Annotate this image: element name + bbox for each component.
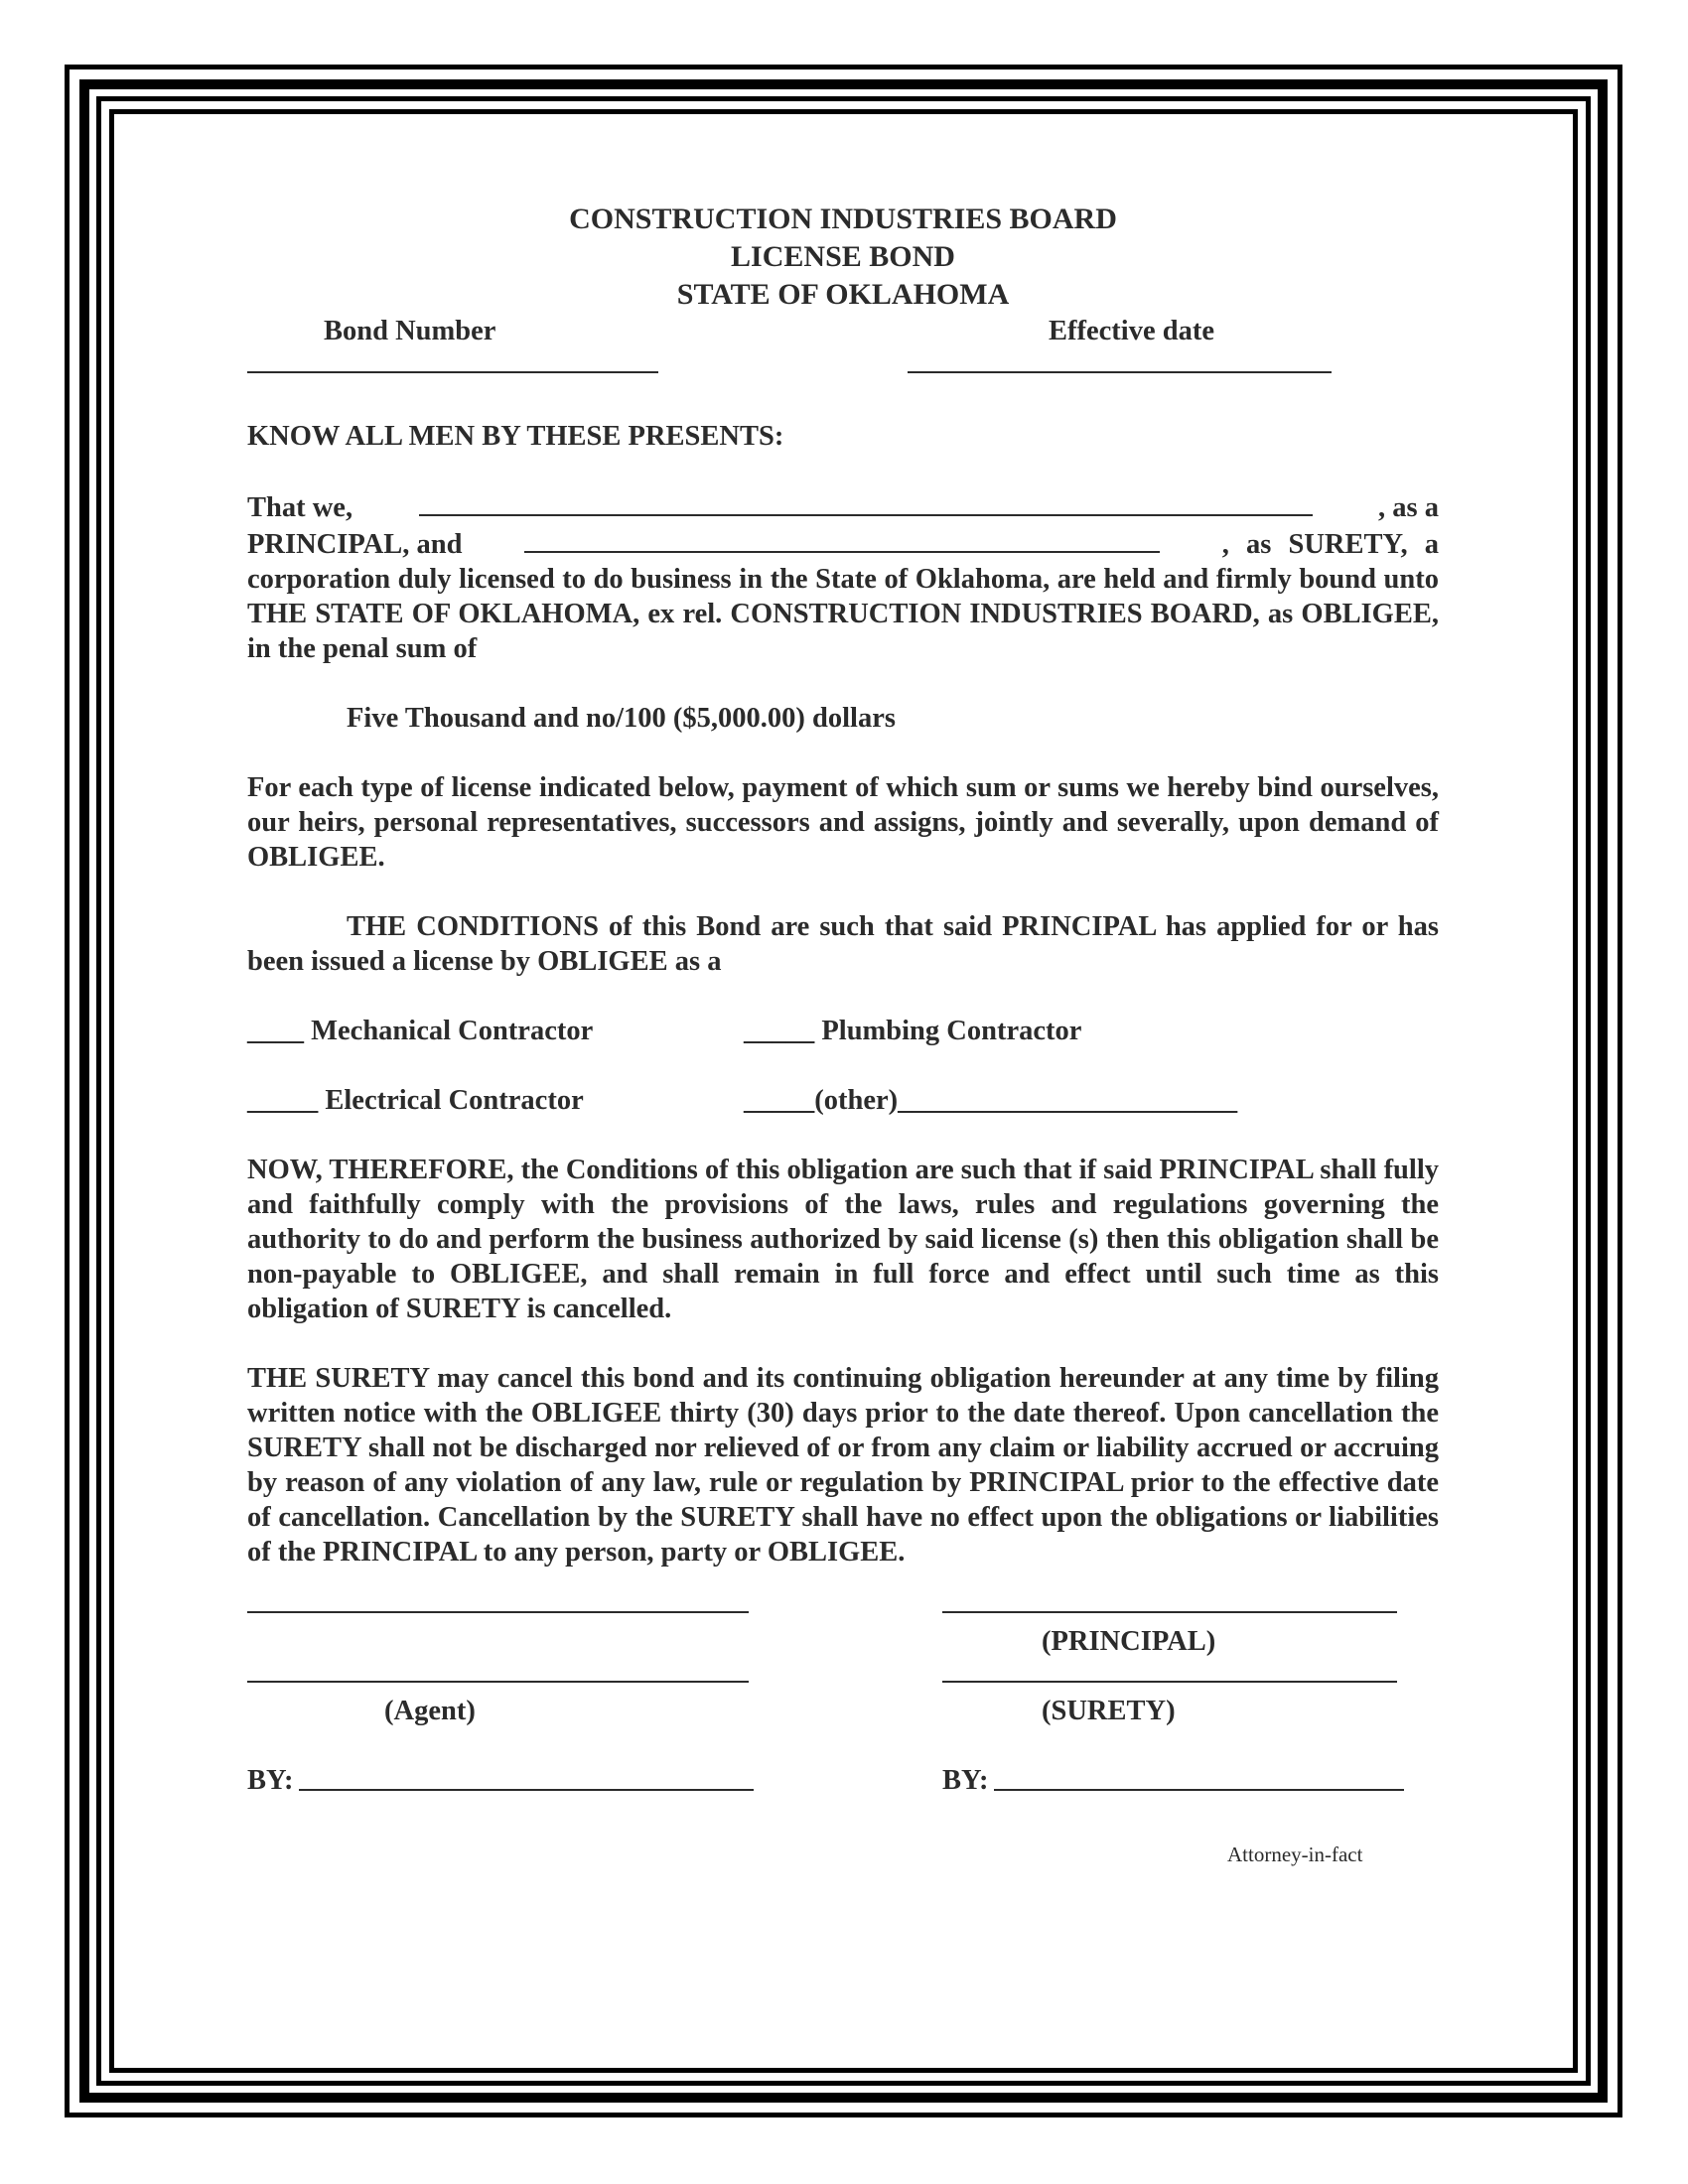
- title-line-3: STATE OF OKLAHOMA: [676, 278, 1010, 311]
- agent-label: (Agent): [384, 1696, 476, 1726]
- license-row-2: [247, 1083, 1439, 1153]
- conditions-paragraph: THE CONDITIONS of this Bond are such that said PRINCIPAL has applied for or has been issued a license by OBLIGEE as a: [247, 911, 1439, 977]
- attorney-in-fact-label: Attorney-in-fact: [1227, 1843, 1363, 1866]
- principal-label: (PRINCIPAL): [1042, 1626, 1216, 1657]
- surety-signature-line[interactable]: [942, 1681, 1397, 1683]
- now-therefore-paragraph: NOW, THEREFORE, the Conditions of this obligation are such that if said PRINCIPAL shall fully and faithfully comply with the provisions of the laws, rules and regulations governing the authority to do and perform the business authorized by said license (s) then this obligation shall be non-payable to OBLIGEE, and shall remain in full force and effect until such time as this obligation of SURETY is cancelled.: [247, 1155, 1439, 1324]
- signature-line-left-1[interactable]: [247, 1611, 749, 1613]
- penal-sum: Five Thousand and no/100 ($5,000.00) dollars: [347, 703, 896, 734]
- by-label-left: BY:: [247, 1765, 294, 1796]
- surety-label: (SURETY): [1042, 1696, 1176, 1726]
- principal-signature-line[interactable]: [942, 1611, 1397, 1613]
- bind-paragraph: For each type of license indicated below, payment of which sum or sums we hereby bind ourselves, our heirs, personal representatives, successors and assigns, jointly and severally, upon demand of OBLIGEE.: [247, 772, 1439, 873]
- principal-surety-paragraph: [247, 488, 1439, 666]
- title-line-2: LICENSE BOND: [731, 240, 955, 273]
- agent-signature-line[interactable]: [247, 1681, 749, 1683]
- electrical-contractor-option[interactable]: _____ Electrical Contractor: [247, 1085, 584, 1116]
- bond-number-field[interactable]: [247, 371, 658, 373]
- license-row-1: [247, 1014, 1439, 1083]
- bond-header-row: [247, 314, 1439, 393]
- that-we-text: That we,: [247, 492, 353, 523]
- mechanical-contractor-option[interactable]: ____ Mechanical Contractor: [247, 1016, 594, 1046]
- as-surety-text: , as SURETY, a: [1221, 529, 1439, 560]
- effective-date-label: Effective date: [1049, 316, 1214, 346]
- principal-name-field[interactable]: [419, 488, 1313, 516]
- other-license-option[interactable]: _____(other)________________________: [744, 1085, 1238, 1116]
- bond-document: [247, 201, 1439, 1897]
- surety-name-field[interactable]: [524, 525, 1160, 553]
- principal-and-text: PRINCIPAL, and: [247, 529, 463, 560]
- effective-date-field[interactable]: [908, 371, 1332, 373]
- title-line-1: CONSTRUCTION INDUSTRIES BOARD: [569, 203, 1117, 235]
- document-title: [247, 201, 1439, 314]
- by-signature-line-right[interactable]: [994, 1789, 1404, 1791]
- cancellation-paragraph: THE SURETY may cancel this bond and its continuing obligation hereunder at any time by filing written notice with the OBLIGEE thirty (30) days prior to the date thereof. Upon cancellation the SURETY shall not be discharged nor relieved of or from any claim or liability accrued or accruing by reason of any violation of any law, rule or regulation by PRINCIPAL prior to the effective date of cancellation. Cancellation by the SURETY shall have no effect upon the obligations or liabilities of the PRINCIPAL to any person, party or OBLIGEE.: [247, 1363, 1439, 1568]
- know-all-men-heading: KNOW ALL MEN BY THESE PRESENTS:: [247, 421, 784, 452]
- as-a-text: , as a: [1378, 492, 1439, 523]
- by-label-right: BY:: [942, 1765, 989, 1796]
- signature-block: [247, 1570, 1439, 1897]
- bond-number-label: Bond Number: [324, 316, 496, 346]
- plumbing-contractor-option[interactable]: _____ Plumbing Contractor: [744, 1016, 1082, 1046]
- obligation-text: corporation duly licensed to do business in the State of Oklahoma, are held and firmly bound unto THE STATE OF OKLAHOMA, ex rel. CONSTRUCTION INDUSTRIES BOARD, as OBLIGEE, in the penal sum of: [247, 564, 1439, 664]
- by-signature-line-left[interactable]: [299, 1789, 754, 1791]
